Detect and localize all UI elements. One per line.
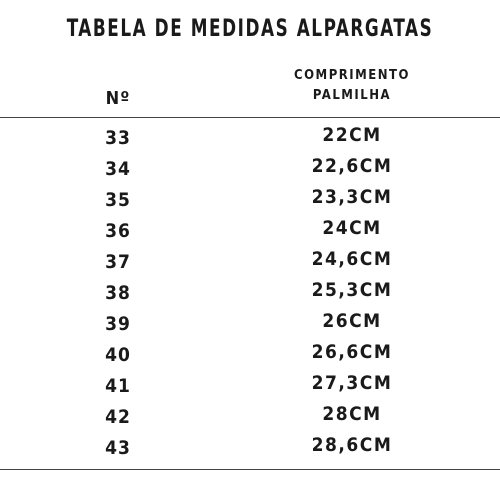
size-cell: 33	[105, 127, 131, 149]
length-cell: 27,3CM	[311, 372, 393, 394]
size-table-body	[0, 124, 500, 465]
length-cell: 22CM	[322, 124, 382, 146]
table-row	[0, 341, 500, 372]
size-cell: 36	[105, 220, 131, 242]
length-cell: 24CM	[322, 217, 382, 239]
table-row	[0, 155, 500, 186]
length-cell: 23,3CM	[311, 186, 393, 208]
size-cell: 35	[105, 189, 131, 211]
length-cell: 22,6CM	[311, 155, 393, 177]
footer-divider	[0, 469, 500, 470]
column-header-length	[262, 66, 442, 106]
table-row	[0, 124, 500, 155]
length-cell: 24,6CM	[311, 248, 393, 270]
size-cell: 43	[105, 437, 131, 459]
length-cell: 26,6CM	[311, 341, 393, 363]
table-row	[0, 403, 500, 434]
table-row	[0, 372, 500, 403]
table-row	[0, 186, 500, 217]
size-cell: 38	[105, 282, 131, 304]
size-cell: 34	[105, 158, 131, 180]
size-cell: 42	[105, 406, 131, 428]
table-row	[0, 279, 500, 310]
size-cell: 37	[105, 251, 131, 273]
length-cell: 28CM	[322, 403, 382, 425]
length-cell: 26CM	[322, 310, 382, 332]
length-cell: 28,6CM	[311, 434, 393, 456]
size-cell: 39	[105, 313, 131, 335]
table-row	[0, 248, 500, 279]
column-header-number: Nº	[105, 88, 131, 109]
table-row	[0, 217, 500, 248]
table-row	[0, 434, 500, 465]
table-row	[0, 310, 500, 341]
page-title: TABELA DE MEDIDAS ALPARGATAS	[66, 14, 434, 42]
column-header-length-line2: PALMILHA	[312, 88, 392, 103]
size-cell: 41	[105, 375, 131, 397]
size-cell: 40	[105, 344, 131, 366]
column-header-length-line1: COMPRIMENTO	[294, 68, 410, 83]
header-divider	[0, 117, 500, 118]
length-cell: 25,3CM	[311, 279, 393, 301]
